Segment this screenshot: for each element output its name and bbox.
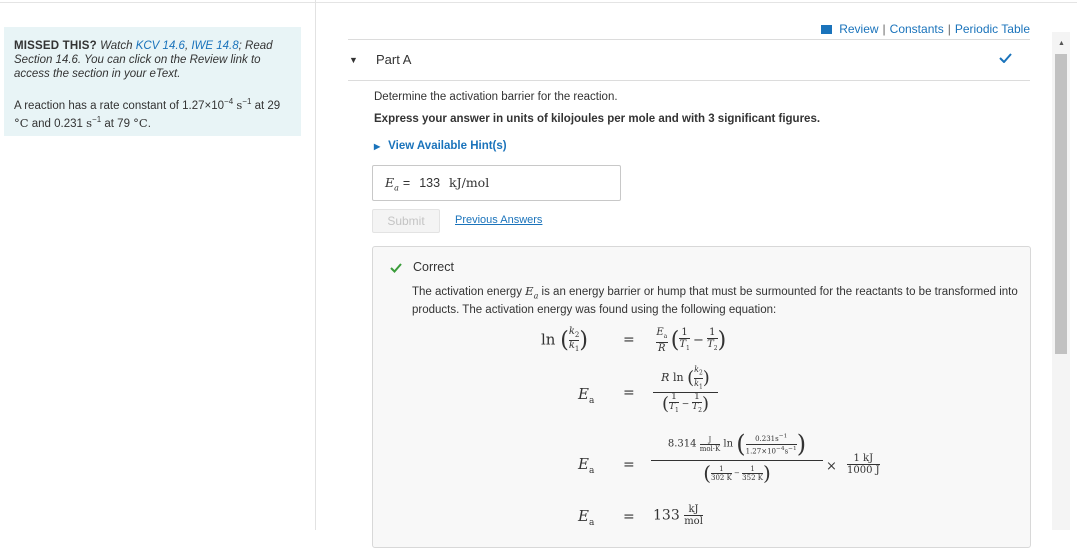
rate1-exponent: −4: [224, 97, 234, 106]
conversion-factor: [847, 453, 880, 476]
hint-link[interactable]: [374, 140, 507, 152]
one-num-1: 1: [681, 327, 688, 338]
ea-symbol: E: [525, 284, 534, 298]
one-row3-a: 1: [719, 464, 724, 473]
submit-button[interactable]: Submit: [372, 209, 440, 233]
one-row3-b: 1: [750, 464, 755, 473]
ea-subscript: a: [533, 291, 539, 301]
equation-row-2-lhs: $E_a$: [578, 385, 595, 406]
ln-row2: ln: [672, 371, 684, 385]
equals-3: =: [623, 457, 635, 473]
equation-row-1-rhs: $\frac{E_a}{R} (\frac{1}{T_1} - \frac{1}{T_2})$: [656, 327, 727, 354]
temp1-value: 29: [267, 99, 281, 112]
t1-row2: T: [669, 402, 676, 413]
rate2-unit: s: [86, 115, 93, 130]
one-num-2: 1: [709, 327, 716, 338]
ea-row4: E: [578, 507, 589, 525]
answer-display: [385, 175, 489, 193]
t2-den: T: [707, 339, 714, 350]
equals-4: =: [623, 509, 635, 525]
conv-num: 1 kJ: [853, 453, 874, 464]
r-row2: R: [661, 371, 670, 385]
temp2-value: 79: [117, 117, 130, 130]
kcv-link[interactable]: KCV 14.6: [135, 40, 185, 52]
times-sign: ×: [826, 459, 837, 474]
rate-den-unit: s: [784, 446, 789, 455]
ln-row3: ln: [723, 438, 734, 450]
ea-row3: E: [578, 455, 589, 473]
equation-row-2-rhs: R $\ln (\frac{k_2}{k_1})$ $(\frac{1}{T_1} - \frac{1}{T_2})$: [653, 365, 718, 415]
read-section-text: ; Read Section 14.6. You can click on the Review link to access the section in your eText.: [14, 40, 273, 80]
rate2-value: 0.231: [54, 117, 83, 130]
correct-check-icon: [390, 263, 402, 273]
review-link[interactable]: Review: [839, 22, 879, 36]
part-complete-check-icon: [999, 53, 1012, 63]
triangle-right-icon: ▶: [374, 142, 381, 151]
instruction-text: Express your answer in units of kilojoules per mole and with 3 significant figures.: [374, 113, 821, 125]
periodic-table-link[interactable]: Periodic Table: [954, 22, 1030, 36]
missed-this-note: [14, 39, 294, 81]
ea-num: E: [656, 327, 664, 338]
rate2-unit-exp: −1: [92, 114, 102, 124]
constants-link[interactable]: Constants: [889, 22, 944, 36]
equation-row-3-lhs: $E_a$: [578, 455, 595, 476]
question-text: Determine the activation barrier for the reaction.: [374, 91, 618, 103]
ln-1: ln: [541, 330, 556, 349]
hint-label: View Available Hint(s): [388, 140, 507, 152]
k2-row2: k: [694, 365, 699, 374]
book-icon: [821, 25, 832, 34]
answer-field[interactable]: [372, 165, 621, 201]
one-row2-b: 1: [694, 392, 700, 403]
rate1-unit: s: [236, 97, 243, 112]
rate-den-exp: −4: [775, 445, 785, 452]
result-unit-den: mol: [684, 516, 703, 527]
equation-row-4-lhs: $E_a$: [578, 507, 595, 528]
answer-value: 133: [419, 176, 441, 190]
top-links: [821, 22, 1030, 36]
r-den: R: [658, 343, 666, 354]
rate1-unit-exp: −1: [242, 97, 252, 106]
missed-this-label: MISSED THIS?: [14, 40, 97, 52]
top-border: [0, 2, 1077, 3]
comma: ,: [184, 40, 189, 52]
feedback-panel: [372, 246, 1031, 548]
unit-mol-k: mol·K: [699, 444, 721, 453]
separator: |: [882, 22, 886, 36]
result-value: 133: [653, 507, 680, 524]
rate-den-unit-exp: −1: [788, 445, 797, 452]
scroll-up-arrow-icon[interactable]: ▲: [1058, 40, 1065, 47]
equation-row-1-lhs: $\ln (\frac{k_2}{k_1})$: [541, 326, 588, 353]
iwe-link[interactable]: IWE 14.8: [191, 40, 239, 52]
temp2-unit: °C: [133, 115, 148, 130]
problem-prefix: A reaction has a rate constant of: [14, 99, 179, 112]
and-text: and: [31, 117, 51, 130]
at-text-2: at: [104, 117, 114, 130]
temp1-unit: °C: [14, 115, 29, 130]
answer-symbol: E: [385, 175, 395, 190]
rate-den: 1.27×10: [745, 446, 776, 455]
answer-equals: =: [402, 176, 411, 190]
t1-value: 302 K: [711, 473, 732, 482]
equals-2: =: [623, 385, 635, 401]
problem-info-panel: [4, 27, 301, 136]
equals-1: =: [623, 332, 635, 348]
k1-row2: k: [694, 378, 699, 388]
rate-num: 0.231s: [755, 434, 779, 443]
answer-unit: kJ/mol: [449, 175, 490, 190]
conv-den: 1000 J: [847, 465, 880, 476]
collapse-arrow-icon[interactable]: ▼: [349, 55, 358, 65]
feedback-text-start: The activation energy: [412, 286, 522, 298]
result-unit-num: kJ: [688, 504, 699, 515]
feedback-text-end: is an energy barrier or hump that must be surmounted for the reactants to be transformed into products. The activation energy was found using the following equation:: [412, 286, 1018, 317]
part-bottom-divider: [348, 80, 1030, 81]
t2-value: 352 K: [742, 473, 763, 482]
k2-num: k: [568, 326, 575, 337]
rate1-value: 1.27×10: [182, 99, 225, 112]
one-row2-a: 1: [671, 392, 677, 403]
feedback-text: [412, 284, 1022, 317]
const-r: 8.314: [667, 438, 697, 450]
answer-subscript: a: [394, 183, 399, 193]
at-text: at: [254, 99, 265, 112]
ea-row2: E: [578, 385, 589, 403]
t2-row2: T: [692, 402, 699, 413]
unit-j: J: [708, 435, 712, 444]
equation-row-3-rhs: $8.314 \frac{J}{\text{mol·K}}$ $\ln (\frac{0.231s^{-1}}{1.27\times 10^{-4}s^{-1}})$ $(\frac{1}{302 K} - \frac{1}{352 K})$: [651, 430, 823, 485]
problem-statement: A reaction has a rate constant of $1.27\times 10^{-4}$ $s^{-1}$ at 29 °C and 0.231 $s^{-1}$ at 79 °C.: [14, 97, 281, 130]
scrollbar-thumb[interactable]: [1055, 54, 1067, 354]
part-a-header[interactable]: Part A: [376, 52, 412, 67]
equation-row-4-rhs: [653, 504, 703, 527]
previous-answers-link[interactable]: Previous Answers: [455, 214, 543, 226]
k1-den: k: [568, 340, 575, 351]
t1-den: T: [679, 339, 686, 350]
watch-text: Watch: [100, 40, 133, 52]
correct-label: Correct: [413, 260, 454, 274]
separator: |: [947, 22, 951, 36]
part-top-divider: [348, 39, 1030, 40]
rate-num-exp: −1: [778, 433, 788, 440]
panel-divider: [315, 0, 316, 530]
